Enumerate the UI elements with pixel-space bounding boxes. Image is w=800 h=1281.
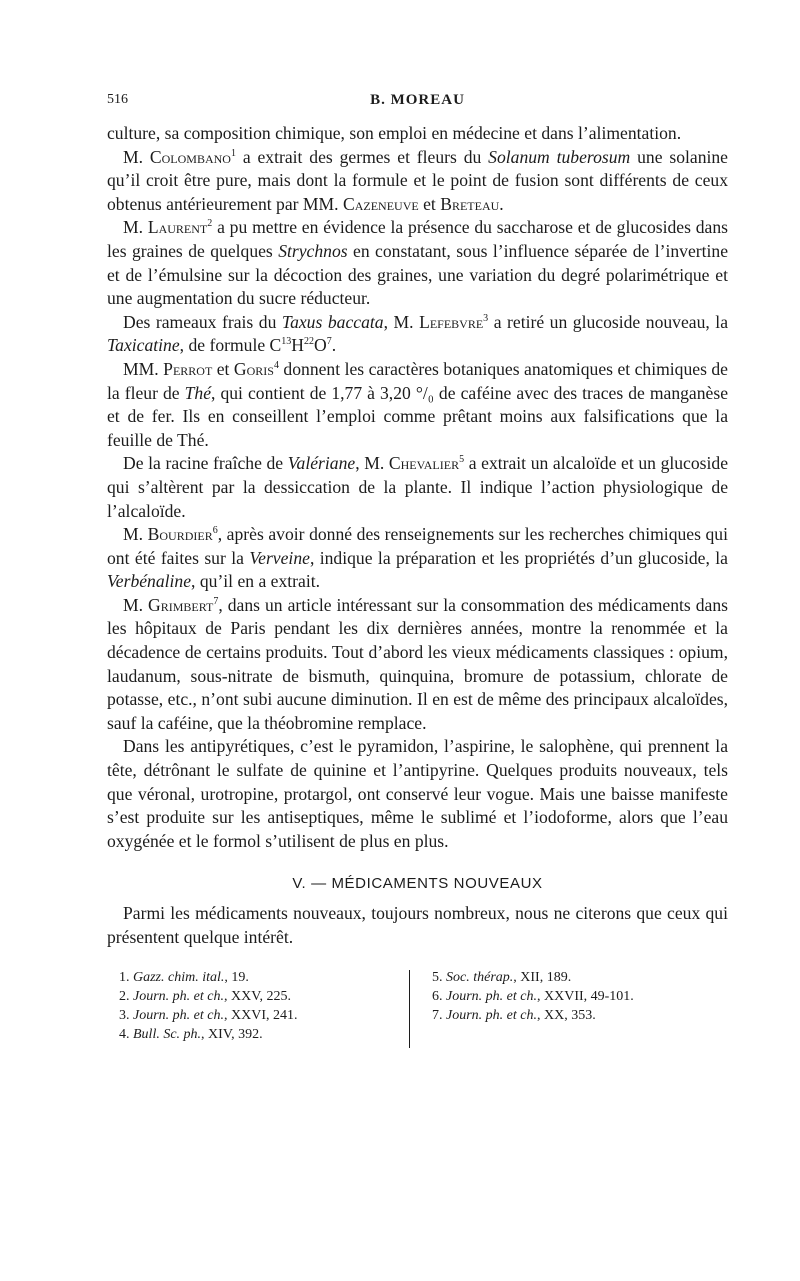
author-name: Grimbert [148,594,214,615]
paragraph-1: M. Colombano$^1$ a extrait des germes et fleurs du Solanum tuberosum une solanine qu’il croit être pure, mais dont la formule et le point de fusion sont différents de ceux obtenus antérieurement par MM. Cazeneuve et Breteau. [107,146,728,214]
author-name: Cazeneuve [342,193,419,214]
author-name: Perrot [163,358,213,379]
paragraph-3: Des rameaux frais du Taxus baccata, M. Lefebvre$^3$ a retiré un glucoside nouveau, la Taxicatine, de formule $C^{13}H^{22}O^7$. [107,311,728,356]
paragraph-8: Dans les antipyrétiques, c’est le pyramidon, l’aspirine, le salophène, qui prennent la tête, détrônant le sulfate de quinine et l’antipyrine. Quelques produits nouveaux, tels que véronal, urotropine, protargol, ont conservé leur vogue. Mais une baisse manifeste s’est produite sur les antiseptiques, même le sublimé et l’iodoforme, alors que l’eau oxygénée et le formol s’utilisent de plus en plus. [107,736,728,851]
footnotes-right [410,968,722,1048]
latin-name: Taxus baccata [281,311,384,332]
latin-name: Verveine [249,547,310,568]
author-name: Colombano [149,146,231,167]
page [107,88,728,1048]
footnote-1: 1. Gazz. chim. ital., 19. [119,969,249,985]
footnote-ref: 1 [230,147,236,159]
paragraph-6: M. Bourdier$^6$, après avoir donné des renseignements sur les recherches chimiques qui ont été faites sur la Verveine, indique la préparation et les propriétés d’un glucoside, la Verbénaline, qu’il en a extrait. [107,524,728,592]
footnote-ref: 7 [213,596,219,608]
footnote-ref: 6 [212,525,218,537]
author-name: Bourdier [147,524,213,545]
intro-paragraph: Parmi les médicaments nouveaux, toujours nombreux, nous ne citerons que ceux qui présentent quelque intérêt. [107,903,728,947]
latin-name: Valériane [287,453,356,474]
paragraph-4: MM. Perrot et Goris$^4$ donnent les caractères botaniques anatomiques et chimiques de la fleur de Thé, qui contient de 1,77 à 3,20 °/₀ de caféine avec des traces de manganèse et de fer. Ils en conseillent l’emploi comme prêtant moins aux falsifications que la feuille de Thé. [107,358,729,450]
footnote-5: 5. Soc. thérap., XII, 189. [432,969,572,985]
body-text [107,122,728,853]
author-name: Laurent [147,217,208,238]
latin-name: Thé [184,382,212,403]
author-name: Breteau [440,193,500,214]
compound-name: Taxicatine [107,335,180,356]
section-title: V. — MÉDICAMENTS NOUVEAUX [292,875,543,893]
footnote-ref: 4 [273,360,279,372]
footnote-ref: 2 [207,218,213,230]
author-name: Lefebvre [419,311,484,332]
page-header [107,88,728,116]
footnote-4: 4. Bull. Sc. ph., XIV, 392. [119,1026,263,1042]
paragraph-0: culture, sa composition chimique, son emploi en médecine et dans l’alimentation. [107,123,682,143]
footnotes-left [119,968,409,1048]
page-number: 516 [107,92,128,107]
footnote-3: 3. Journ. ph. et ch., XXVI, 241. [119,1007,298,1023]
footnote-6: 6. Journ. ph. et ch., XXVII, 49-101. [432,988,634,1004]
footnote-ref: 3 [483,312,489,324]
author-name: Chevalier [388,453,460,474]
footnote-ref: 5 [459,454,465,466]
latin-name: Strychnos [278,240,348,261]
latin-name: Solanum tuberosum [488,146,631,167]
compound-name: Verbénaline [107,571,192,592]
author-name: Goris [233,358,274,379]
section-intro [107,902,728,949]
running-head: B. MOREAU [370,92,465,108]
footnote-2: 2. Journ. ph. et ch., XXV, 225. [119,988,292,1004]
footnote-7: 7. Journ. ph. et ch., XX, 353. [432,1007,596,1023]
paragraph-2: M. Laurent$^2$ a pu mettre en évidence la présence du saccharose et de glucosides dans les graines de quelques Strychnos en constatant, sous l’influence séparée de l’invertine et de l’émulsine sur la décoction des graines, une variation du degré polarimétrique et une augmentation du sucre réducteur. [107,217,729,309]
paragraph-7: M. Grimbert$^7$, dans un article intéressant sur la consommation des médicaments dans les hôpitaux de Paris pendant les dix dernières années, montre la renommée et la décadence de certains produits. Tout d’abord les vieux médicaments classiques : opium, laudanum, sous-nitrate de bismuth, quinquina, bromure de potassium, chlorate de potasse, etc., n’ont subi aucune diminution. Il en est de même des principaux alcaloïdes, sauf la caféine, que la théobromine remplace. [107,594,728,733]
footnotes [107,968,728,1048]
paragraph-5: De la racine fraîche de Valériane, M. Chevalier$^5$ a extrait un alcaloïde et un glucoside qui s’altèrent par la dessiccation de la plante. Il indique l’action physiologique de l’alcaloïde. [107,453,728,521]
